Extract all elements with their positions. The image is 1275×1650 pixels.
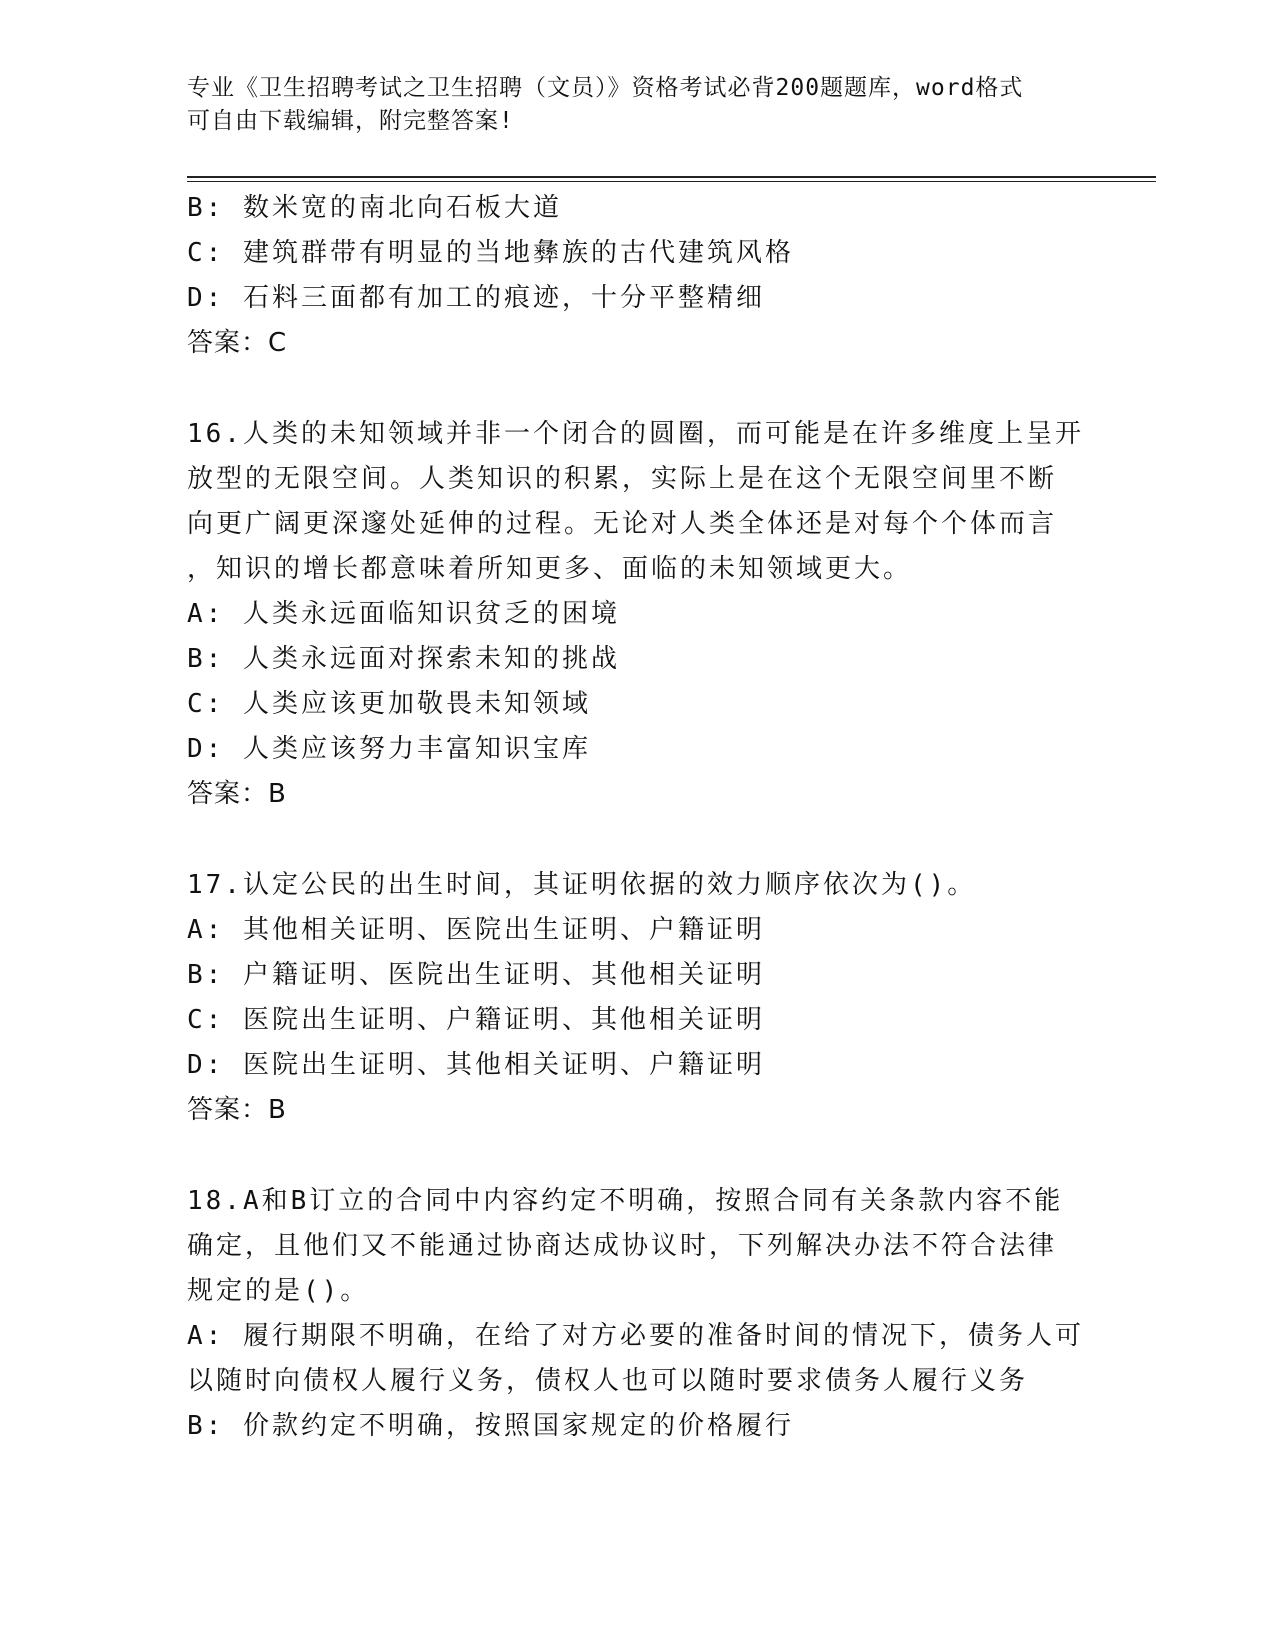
- question-stem: 确定，且他们又不能通过协商达成协议时，下列解决办法不符合法律: [187, 1231, 1058, 1261]
- option-c: C: 建筑群带有明显的当地彝族的古代建筑风格: [187, 238, 794, 268]
- option-b: B: 人类永远面对探索未知的挑战: [187, 644, 620, 674]
- question-16: [187, 412, 1087, 817]
- answer: 答案：B: [187, 1095, 287, 1125]
- document-body: [187, 186, 1087, 1449]
- option-a-continued: 以随时向债权人履行义务，债权人也可以随时要求债务人履行义务: [187, 1366, 1029, 1396]
- question-stem: 放型的无限空间。人类知识的积累，实际上是在这个无限空间里不断: [187, 464, 1058, 494]
- option-b: B: 户籍证明、医院出生证明、其他相关证明: [187, 960, 765, 990]
- option-d: D: 医院出生证明、其他相关证明、户籍证明: [187, 1050, 765, 1080]
- question-stem: 规定的是()。: [187, 1276, 370, 1306]
- header-line-1: 专业《卫生招聘考试之卫生招聘（文员）》资格考试必背200题题库，word格式: [187, 75, 1024, 101]
- option-a: A: 其他相关证明、医院出生证明、户籍证明: [187, 915, 765, 945]
- header-divider-thin: [187, 181, 1156, 182]
- option-a: A: 履行期限不明确，在给了对方必要的准备时间的情况下，债务人可: [187, 1321, 1084, 1351]
- option-c: C: 医院出生证明、户籍证明、其他相关证明: [187, 1005, 765, 1035]
- header-line-2: 可自由下载编辑，附完整答案!: [187, 108, 514, 134]
- question-stem: 16.人类的未知领域并非一个闭合的圆圈，而可能是在许多维度上呈开: [187, 419, 1084, 449]
- option-c: C: 人类应该更加敬畏未知领域: [187, 689, 591, 719]
- option-b: B: 价款约定不明确，按照国家规定的价格履行: [187, 1411, 794, 1441]
- document-header: [187, 72, 1067, 138]
- question-stem: ，知识的增长都意味着所知更多、面临的未知领域更大。: [187, 554, 913, 584]
- header-divider: [187, 176, 1156, 178]
- answer: 答案：B: [187, 779, 287, 809]
- option-d: D: 人类应该努力丰富知识宝库: [187, 734, 591, 764]
- answer: 答案：C: [187, 328, 288, 358]
- question-18: [187, 1179, 1087, 1449]
- option-b: B: 数米宽的南北向石板大道: [187, 193, 562, 223]
- question-stem: 17.认定公民的出生时间，其证明依据的效力顺序依次为()。: [187, 870, 977, 900]
- option-d: D: 石料三面都有加工的痕迹，十分平整精细: [187, 283, 765, 313]
- option-a: A: 人类永远面临知识贫乏的困境: [187, 599, 620, 629]
- question-stem: 18.A和B订立的合同中内容约定不明确，按照合同有关条款内容不能: [187, 1186, 1064, 1216]
- question-stem: 向更广阔更深邃处延伸的过程。无论对人类全体还是对每个个体而言: [187, 509, 1058, 539]
- question-17: [187, 863, 1087, 1133]
- question-15-tail: [187, 186, 1087, 366]
